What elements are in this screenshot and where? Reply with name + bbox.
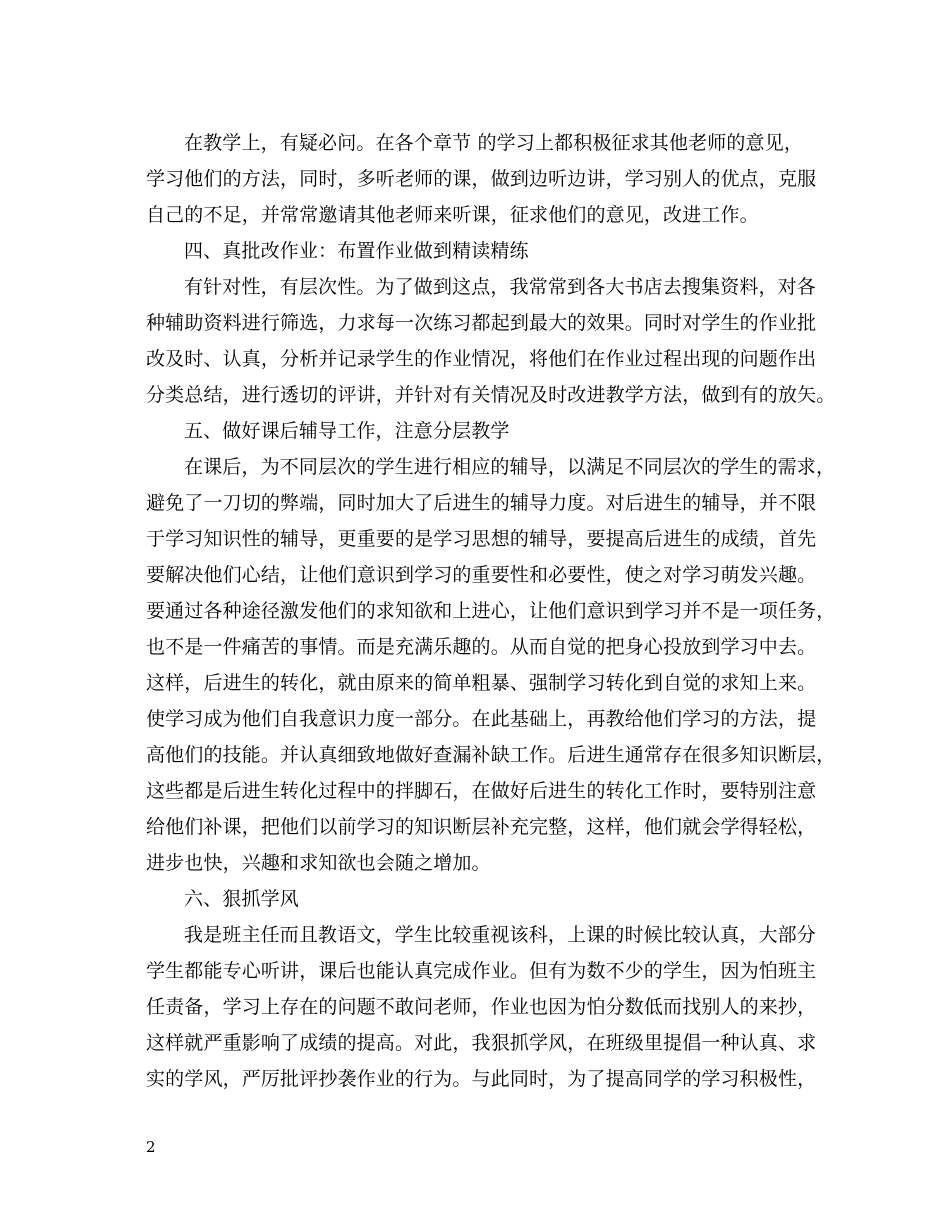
section-heading: 六、狠抓学风 (184, 888, 299, 910)
text-line: 实的学风，严厉批评抄袭作业的行为。与此同时，为了提高同学的学习积极性， (146, 1068, 817, 1090)
text-line: 高他们的技能。并认真细致地做好查漏补缺工作。后进生通常存在很多知识断层， (146, 744, 836, 766)
text-line: 使学习成为他们自我意识力度一部分。在此基础上，再教给他们学习的方法，提 (146, 708, 817, 730)
text-line: 在课后，为不同层次的学生进行相应的辅导，以满足不同层次的学生的需求， (184, 456, 836, 478)
text-line: 分类总结，进行透切的评讲，并针对有关情况及时改进教学方法，做到有的放矢。 (146, 384, 836, 406)
text-line: 我是班主任而且教语文，学生比较重视该科，上课的时候比较认真，大部分 (184, 924, 816, 946)
text-line: 自己的不足，并常常邀请其他老师来听课，征求他们的意见，改进工作。 (146, 204, 759, 226)
text-line: 种辅助资料进行筛选，力求每一次练习都起到最大的效果。同时对学生的作业批 (146, 312, 817, 334)
text-line: 这些都是后进生转化过程中的拌脚石，在做好后进生的转化工作时，要特别注意 (146, 780, 817, 802)
text-line: 给他们补课，把他们以前学习的知识断层补充完整，这样，他们就会学得轻松， (146, 816, 817, 838)
text-line: 也不是一件痛苦的事情。而是充满乐趣的。从而自觉的把身心投放到学习中去。 (146, 636, 817, 658)
section-heading: 四、真批改作业：布置作业做到精读精练 (184, 240, 529, 262)
text-line: 进步也快，兴趣和求知欲也会随之增加。 (146, 852, 491, 874)
text-line: 有针对性，有层次性。为了做到这点，我常常到各大书店去搜集资料，对各 (184, 276, 816, 298)
text-line: 这样就严重影响了成绩的提高。对此，我狠抓学风，在班级里提倡一种认真、求 (146, 1032, 817, 1054)
text-line: 要解决他们心结，让他们意识到学习的重要性和必要性，使之对学习萌发兴趣。 (146, 564, 817, 586)
text-line: 学习他们的方法，同时，多听老师的课，做到边听边讲，学习别人的优点，克服 (146, 168, 817, 190)
page-number: 2 (146, 1138, 156, 1156)
text-line: 学生都能专心听讲，课后也能认真完成作业。但有为数不少的学生，因为怕班主 (146, 960, 817, 982)
text-line: 任责备，学习上存在的问题不敢问老师，作业也因为怕分数低而找别人的来抄， (146, 996, 817, 1018)
text-line: 这样，后进生的转化，就由原来的简单粗暴、强制学习转化到自觉的求知上来。 (146, 672, 817, 694)
text-line: 于学习知识性的辅导，更重要的是学习思想的辅导，要提高后进生的成绩，首先 (146, 528, 817, 550)
section-heading: 五、做好课后辅导工作，注意分层教学 (184, 420, 510, 442)
text-line: 避免了一刀切的弊端，同时加大了后进生的辅导力度。对后进生的辅导，并不限 (146, 492, 817, 514)
text-line: 改及时、认真，分析并记录学生的作业情况，将他们在作业过程出现的问题作出 (146, 348, 817, 370)
text-line: 在教学上，有疑必问。在各个章节 的学习上都积极征求其他老师的意见， (184, 132, 803, 154)
text-line: 要通过各种途径激发他们的求知欲和上进心，让他们意识到学习并不是一项任务， (146, 600, 836, 622)
